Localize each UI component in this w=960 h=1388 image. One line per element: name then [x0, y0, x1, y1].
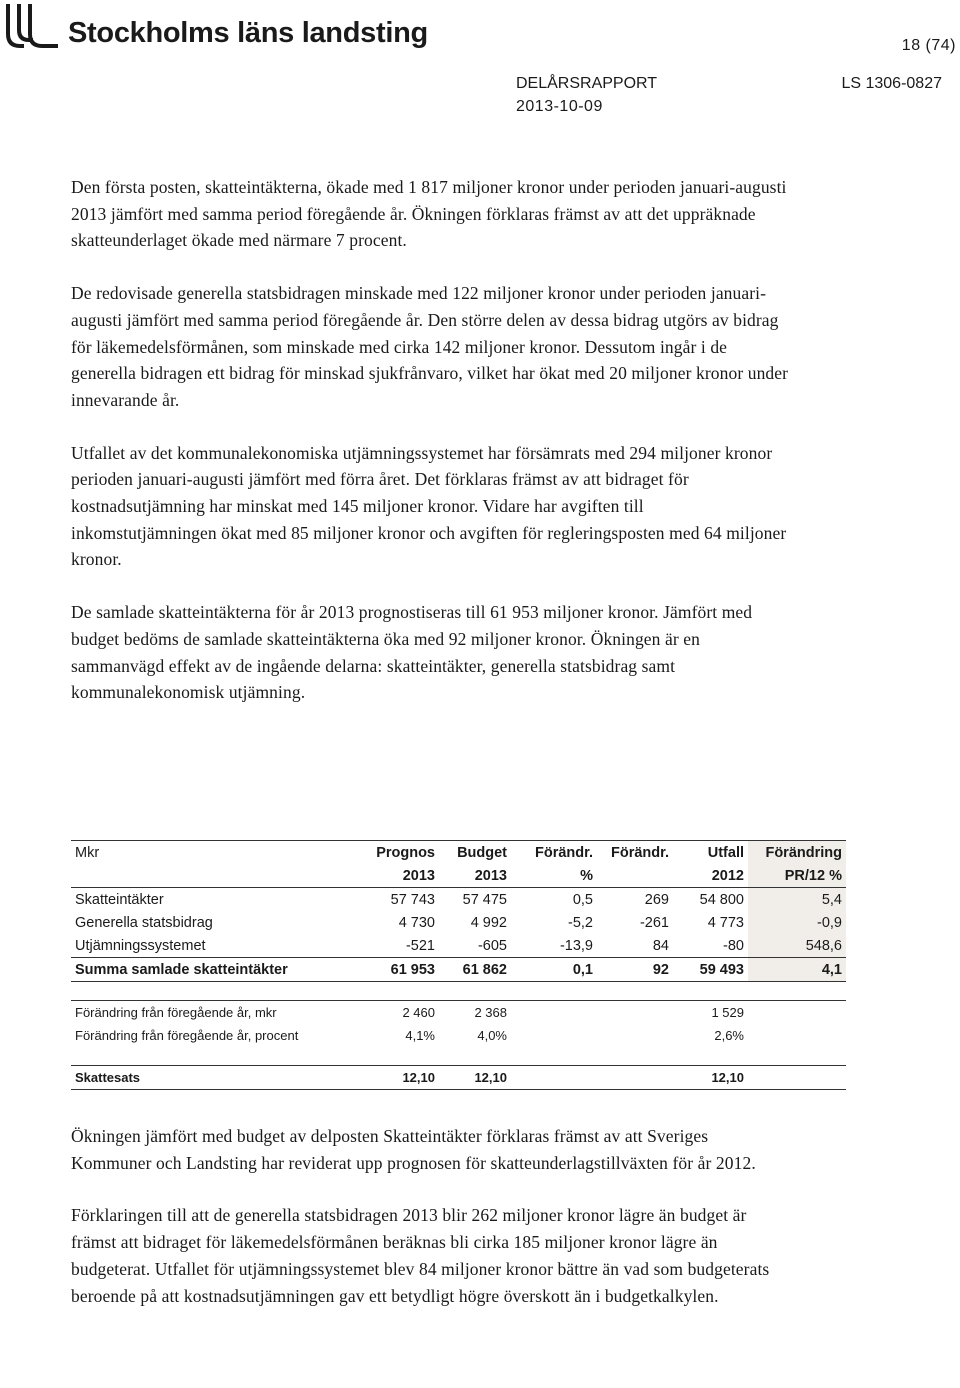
table-cell: 4,0%: [477, 1028, 507, 1043]
table-cell: 4 992: [470, 914, 507, 931]
table-cell: 548,6: [748, 934, 846, 958]
paragraph: Förklaringen till att de generella statsbidragen 2013 blir 262 miljoner kronor lägre än budget är främst att bidraget för läkemedelsförmånen beräknas bli cirka 185 miljoner kronor lägre än budgeterat. Utfallet för utjämningssystemet blev 84 miljoner kronor bättre än vad som budgeterats beroende på att kostnadsutjämningen gav ett betydligt högre överskott än i budgetkalkylen.: [71, 1205, 770, 1306]
table-row: [71, 888, 846, 912]
table-cell: 269: [644, 891, 669, 908]
table-cell: 0,5: [572, 891, 593, 908]
table-cell: Summa samlade skatteintäkter: [71, 958, 367, 982]
paragraph: Ökningen jämfört med budget av delposten Skatteintäkter förklaras främst av att Sveriges Kommuner och Landsting har reviderat upp prognosen för skatteunderlagstillväxten för år 2012.: [71, 1126, 756, 1173]
table-cell: [597, 1024, 673, 1047]
table-header-cell: 2013: [439, 864, 511, 888]
report-date: 2013-10-09: [516, 98, 603, 115]
table-spacer: [71, 982, 846, 1001]
table-cell: [511, 1001, 597, 1025]
body-text-lower: [71, 1123, 791, 1335]
table-cell: 59 493: [673, 958, 748, 982]
table-header-cell: %: [511, 864, 597, 888]
table-header-cell: Budget: [439, 841, 511, 865]
table-cell: Förändring från föregående år, mkr: [75, 1005, 277, 1020]
paragraph: Den första posten, skatteintäkterna, ökade med 1 817 miljoner kronor under perioden januari-augusti 2013 jämfört med samma period föregående år. Ökningen förklaras främst av att det uppräknade skatteunderlaget ökade med närmare 7 procent.: [71, 177, 787, 251]
table-cell: -5,2: [568, 914, 593, 931]
table-cell: -605: [439, 934, 511, 958]
table-cell: 12,10: [673, 1066, 748, 1090]
table-cell: [748, 1024, 846, 1047]
body-text-upper: [71, 174, 791, 732]
table-row: [71, 1001, 846, 1025]
table-cell: -80: [673, 934, 748, 958]
table-cell: Generella statsbidrag: [75, 914, 213, 931]
table-cell: 57 743: [390, 891, 435, 908]
table-cell: [748, 1066, 846, 1090]
table-cell: [511, 1066, 597, 1090]
table-tax-rate-row: [71, 1066, 846, 1090]
paragraph: De redovisade generella statsbidragen minskade med 122 miljoner kronor under perioden januari-augusti jämfört med samma period föregående år. Den större delen av dessa bidrag utgörs av bidrag för läkemedelsförmånen, som minskade med cirka 142 miljoner kronor. Dessutom ingår i de generella bidragen ett bidrag för minskad sjukfrånvaro, vilket har ökat med 20 miljoner kronor under innevarande år.: [71, 283, 789, 410]
table-header-cell: PR/12 %: [748, 864, 846, 888]
table-cell: 4,1: [748, 958, 846, 982]
table-header-cell: Förändr.: [511, 841, 597, 865]
table-cell: 2,6%: [714, 1028, 744, 1043]
report-id: LS 1306-0827: [841, 75, 942, 92]
table-cell: 4 730: [398, 914, 435, 931]
org-logo: [2, 4, 428, 50]
table-cell: 84: [597, 934, 673, 958]
table-cell: 0,1: [511, 958, 597, 982]
table-cell: [748, 1001, 846, 1025]
sll-logo-icon: [2, 4, 60, 50]
table-row: [71, 911, 846, 934]
table-header-cell: [597, 864, 673, 888]
table-cell: 12,10: [367, 1066, 439, 1090]
report-title: DELÅRSRAPPORT: [516, 75, 658, 92]
table-cell: Förändring från föregående år, procent: [75, 1028, 299, 1043]
table-row: [71, 1024, 846, 1047]
table-cell: -0,9: [748, 911, 846, 934]
page-number: 18 (74): [901, 37, 956, 54]
paragraph: De samlade skatteintäkterna för år 2013 prognostiseras till 61 953 miljoner kronor. Jämfört med budget bedöms de samlade skatteintäkterna öka med 92 miljoner kronor. Ökningen är en sammanvägd effekt av de ingående delarna: skatteintäkter, generella statsbidrag samt kommunalekonomisk utjämning.: [71, 602, 753, 703]
table-cell: 61 862: [439, 958, 511, 982]
table-header-row: [71, 864, 846, 888]
table-header-cell: Förändr.: [597, 841, 673, 865]
table-sum-row: [71, 958, 846, 982]
table-cell: 92: [597, 958, 673, 982]
org-name: Stockholms läns landsting: [68, 16, 428, 49]
table-cell: Utjämningssystemet: [71, 934, 367, 958]
tax-revenue-table: [71, 840, 846, 1090]
table-cell: Skatteintäkter: [75, 891, 164, 908]
table-row: [71, 934, 846, 958]
table-header-cell: Utfall: [673, 841, 748, 865]
table-cell: Skattesats: [71, 1066, 367, 1090]
page-header: [0, 0, 960, 130]
table-cell: 61 953: [367, 958, 439, 982]
table-header-cell: Förändring: [748, 841, 846, 865]
table-header-row: [71, 841, 846, 865]
table-cell: 54 800: [699, 891, 744, 908]
table-cell: 4,1%: [405, 1028, 435, 1043]
table-cell: 1 529: [711, 1005, 744, 1020]
table-cell: -521: [367, 934, 439, 958]
table-cell: 57 475: [462, 891, 507, 908]
table-cell: 2 460: [402, 1005, 435, 1020]
table-cell: 12,10: [439, 1066, 511, 1090]
table-cell: -13,9: [511, 934, 597, 958]
table-spacer: [71, 1047, 846, 1066]
table-cell: 2 368: [474, 1005, 507, 1020]
table-header-cell: Prognos: [367, 841, 439, 865]
table-cell: 5,4: [748, 888, 846, 912]
table-cell: -261: [639, 914, 669, 931]
table-header-cell: 2013: [367, 864, 439, 888]
table-cell: [597, 1001, 673, 1025]
table-header-cell: [71, 864, 367, 888]
table-cell: [511, 1024, 597, 1047]
table-cell: [597, 1066, 673, 1090]
paragraph: Utfallet av det kommunalekonomiska utjämningssystemet har försämrats med 294 miljoner kronor perioden januari-augusti jämfört med förra året. Det förklaras främst av att bidraget för kostnadsutjämning har minskat med 145 miljoner kronor. Vidare har avgiften till inkomstutjämningen ökat med 85 miljoner kronor och avgiften för regleringsposten med 64 miljoner kronor.: [71, 442, 787, 570]
table-header-cell: 2012: [673, 864, 748, 888]
table-cell: 4 773: [707, 914, 744, 931]
table-header-cell: Mkr: [71, 841, 367, 865]
